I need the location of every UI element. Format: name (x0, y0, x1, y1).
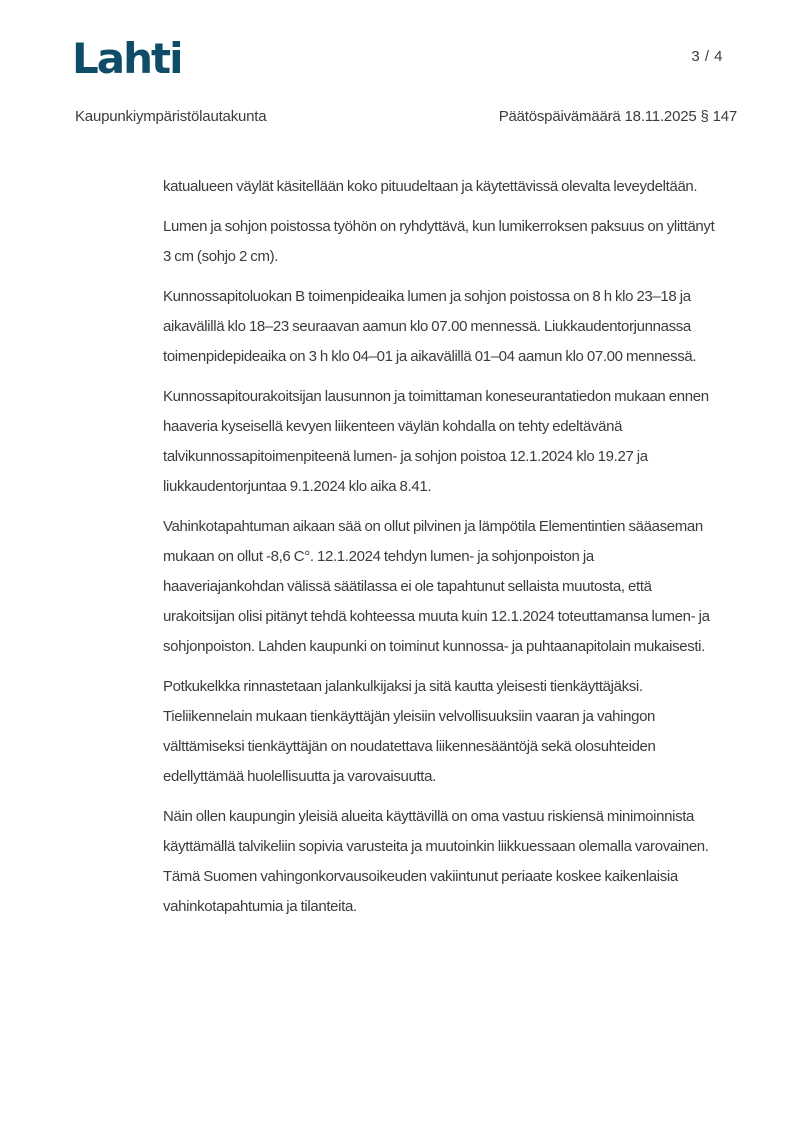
committee-name: Kaupunkiympäristölautakunta (75, 108, 267, 125)
paragraph: Lumen ja sohjon poistossa työhön on ryhdyttävä, kun lumikerroksen paksuus on ylittänyt 3 cm (sohjo 2 cm). (163, 218, 715, 265)
document-header (75, 106, 737, 128)
paragraph: Kunnossapitourakoitsijan lausunnon ja toimittaman koneseurantatiedon mukaan ennen haaveria kyseisellä kevyen liikenteen väylän kohdalla on tehty edeltävänä talvikunnossapitoimenpiteenä lumen- ja sohjon poistoa 12.1.2024 klo 19.27 ja liukkaudentorjuntaa 9.1.2024 klo aika 8.41. (163, 388, 709, 495)
document-body (163, 172, 717, 932)
paragraph: Potkukelkka rinnastetaan jalankulkijaksi ja sitä kautta yleisesti tienkäyttäjäksi. Tieliikennelain mukaan tienkäyttäjän yleisiin velvollisuuksiin vaaran ja vahingon välttämiseksi tienkäyttäjän on noudatettava liikennesääntöjä sekä olosuhteiden edellyttämää huolellisuutta ja varovaisuutta. (163, 678, 656, 785)
lahti-logo: Lahti (72, 34, 182, 83)
paragraph: Kunnossapitoluokan B toimenpideaika lumen ja sohjon poistossa on 8 h klo 23–18 ja aikavälillä klo 18–23 seuraavan aamun klo 07.00 mennessä. Liukkaudentorjunnassa toimenpidepideaika on 3 h klo 04–01 ja aikavälillä 01–04 aamun klo 07.00 mennessä. (163, 288, 697, 365)
paragraph: Näin ollen kaupungin yleisiä alueita käyttävillä on oma vastuu riskiensä minimoinnista käyttämällä talvikeliin sopivia varusteita ja muutoinkin liikkuessaan olemalla varovainen. Tämä Suomen vahingonkorvausoikeuden vakiintunut periaate koskee kaikenlaisia vahinkotapahtumia ja tilanteita. (163, 808, 709, 915)
paragraph: Vahinkotapahtuman aikaan sää on ollut pilvinen ja lämpötila Elementintien sääaseman mukaan on ollut -8,6 C°. 12.1.2024 tehdyn lumen- ja sohjonpoiston ja haaveriajankohdan välissä säätilassa ei ole tapahtunut sellaista muutosta, että urakoitsijan olisi pitänyt tehdä kohteessa muuta kuin 12.1.2024 toteuttamansa lumen- ja sohjonpoiston. Lahden kaupunki on toiminut kunnossa- ja puhtaanapitolain mukaisesti. (163, 518, 710, 655)
paragraph: katualueen väylät käsitellään koko pituudeltaan ja käytettävissä olevalta leveydeltään. (163, 178, 698, 195)
page-number: 3 / 4 (691, 48, 723, 65)
decision-date: Päätöspäivämäärä 18.11.2025 § 147 (498, 108, 737, 125)
